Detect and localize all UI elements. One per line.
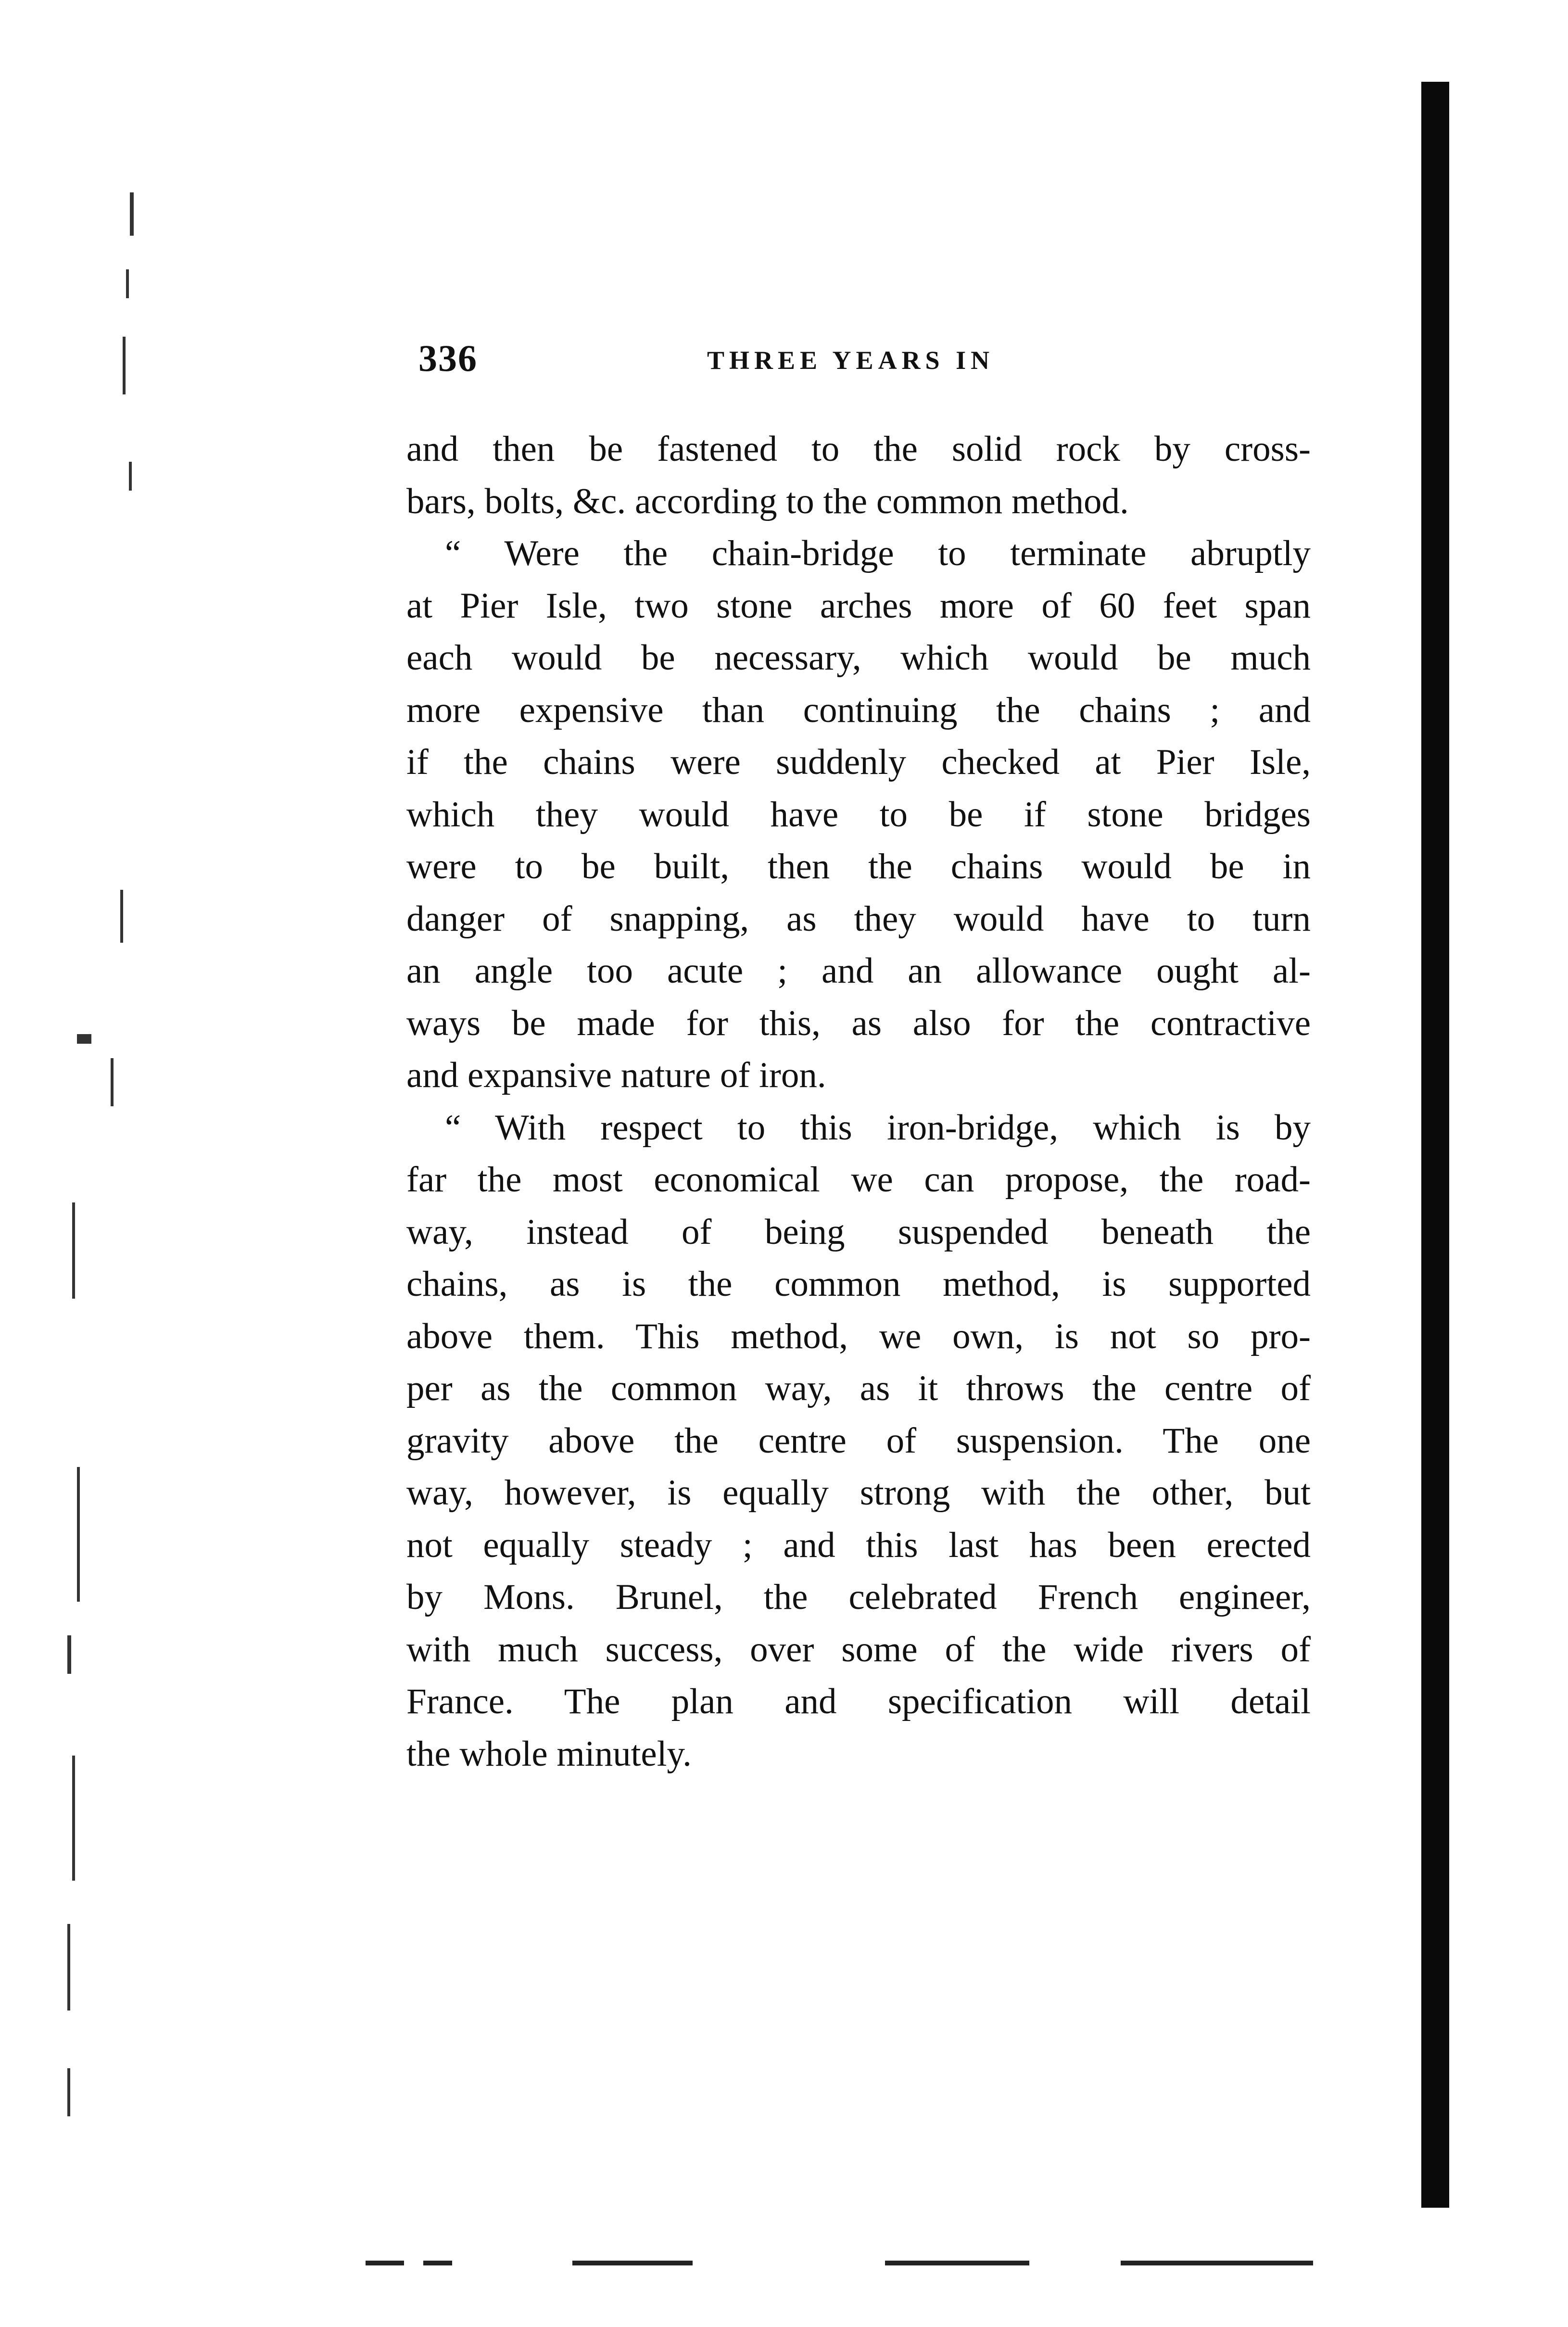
text-line: far the most economical we can propose, the road- (406, 1160, 1311, 1200)
running-header (418, 337, 1058, 394)
text-line: and expansive nature of iron. (406, 1055, 826, 1095)
scan-gutter-marks (0, 0, 154, 2327)
text-line: each would be necessary, which would be much (406, 638, 1311, 678)
text-line: way, instead of being suspended beneath the (406, 1212, 1311, 1252)
text-line: danger of snapping, as they would have to turn (406, 898, 1311, 939)
text-line: were to be built, then the chains would be in (406, 847, 1311, 886)
text-line: if the chains were suddenly checked at Pier Isle, (406, 742, 1311, 782)
text-line: and then be fastened to the solid rock by cross- (406, 429, 1311, 469)
text-line: not equally steady ; and this last has been erected (406, 1525, 1311, 1565)
page-number: 336 (418, 337, 478, 379)
running-title: THREE YEARS IN (707, 346, 995, 375)
text-line: above them. This method, we own, is not so pro- (406, 1316, 1311, 1356)
text-line: which they would have to be if stone bridges (406, 794, 1311, 835)
text-line: way, however, is equally strong with the other, but (406, 1473, 1311, 1513)
text-line: per as the common way, as it throws the centre of (406, 1368, 1311, 1408)
text-line: with much success, over some of the wide rivers of (406, 1629, 1311, 1669)
text-line: an angle too acute ; and an allowance ought al- (406, 951, 1311, 991)
scan-bottom-marks (0, 2241, 1568, 2280)
text-line: “ Were the chain-bridge to terminate abruptly (445, 533, 1311, 573)
text-line: France. The plan and specification will detail (406, 1682, 1311, 1721)
text-line: chains, as is the common method, is supported (406, 1264, 1311, 1304)
body-text (406, 423, 1311, 1780)
text-line: ways be made for this, as also for the contractive (406, 1003, 1311, 1043)
paragraph (406, 1102, 1311, 1781)
binding-shadow (1421, 82, 1449, 2208)
text-line: at Pier Isle, two stone arches more of 60 feet span (406, 585, 1311, 626)
text-line: the whole minutely. (406, 1733, 692, 1774)
text-line: more expensive than continuing the chains ; and (406, 690, 1311, 730)
text-line: “ With respect to this iron-bridge, which is by (445, 1107, 1311, 1148)
text-line: by Mons. Brunel, the celebrated French engineer, (406, 1577, 1311, 1617)
text-line: gravity above the centre of suspension. The one (406, 1420, 1311, 1461)
paragraph (406, 423, 1311, 528)
paragraph (406, 528, 1311, 1102)
text-line: bars, bolts, &c. according to the common method. (406, 481, 1129, 521)
